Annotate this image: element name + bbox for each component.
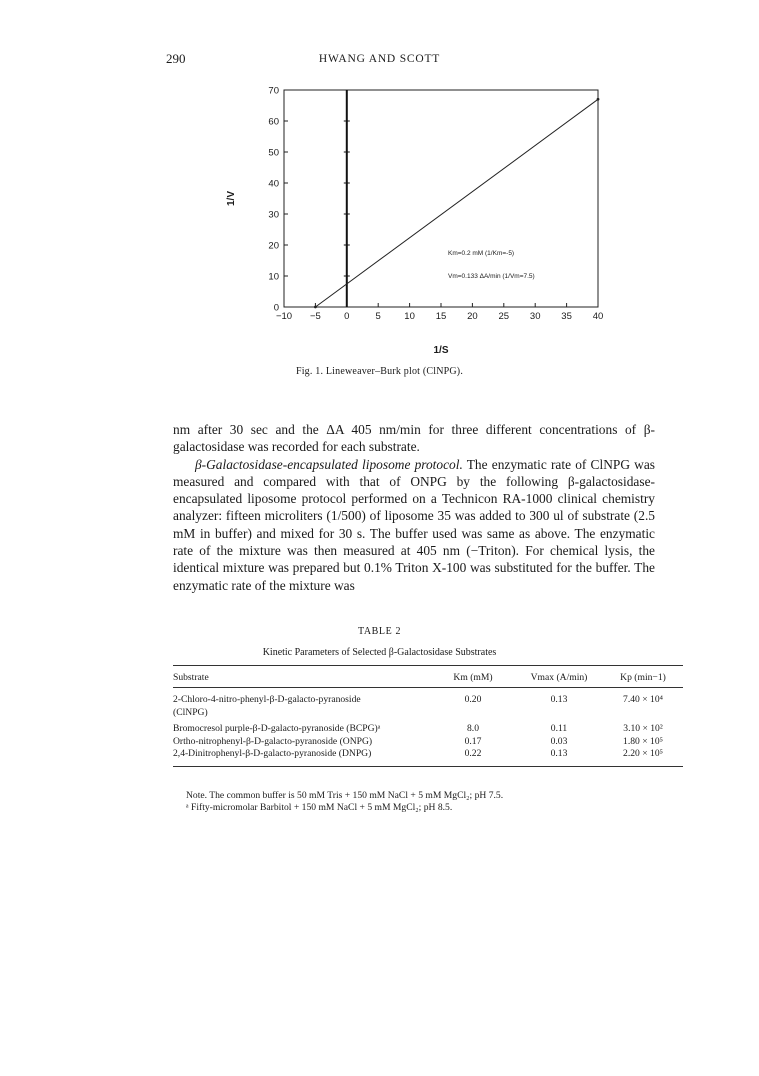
vmax-cell: 0.11: [550, 723, 568, 734]
paragraph-1: nm after 30 sec and the ΔA 405 nm/min for three different concentrations of β-galactosidase was recorded for each substrate.: [173, 422, 655, 455]
header-vmax: Vmax (A/min): [530, 672, 588, 683]
header-substrate: Substrate: [173, 672, 209, 683]
data-point: [314, 306, 317, 309]
km-cell: 0.17: [464, 735, 482, 747]
kp-cell: 3.10 × 10²: [623, 723, 663, 734]
annotation-km: Km=0.2 mM (1/Km=-5): [448, 250, 515, 257]
substrate-name: 2-Chloro-4-nitro-phenyl-β-D-galacto-pyranoside: [173, 694, 361, 705]
y-tick-label: 70: [268, 85, 279, 97]
paragraph-2-heading: β-Galactosidase-encapsulated liposome protocol.: [195, 456, 463, 472]
x-tick-label: −10: [275, 311, 293, 322]
table-row: [173, 736, 683, 749]
data-point: [597, 98, 600, 101]
kp-cell: 2.20 × 10⁵: [603, 748, 683, 766]
table-note: Note. The common buffer is 50 mM Tris + 150 mM NaCl + 5 mM MgCl₂; pH 7.5.: [186, 790, 504, 801]
substrate-cell: 2,4-Dinitrophenyl-β-D-galacto-pyranoside (DNPG): [173, 748, 431, 766]
x-tick-label: 40: [592, 311, 604, 322]
km-cell: 0.22: [431, 748, 515, 766]
y-axis-label: 1/V: [226, 190, 237, 207]
header-km: Km (mM): [453, 672, 493, 683]
x-tick-label: 20: [467, 311, 478, 322]
vmax-cell: 0.03: [550, 735, 568, 747]
table-subtitle: Kinetic Parameters of Selected β-Galactosidase Substrates: [262, 647, 497, 658]
body-text: [173, 421, 655, 594]
annotation-vm: Vm=0.133 ΔA/min (1/Vm=7.5): [448, 273, 535, 280]
km-cell: 0.20: [464, 694, 482, 705]
y-tick-label: 30: [268, 209, 279, 221]
x-axis-label: 1/S: [433, 345, 449, 356]
kinetic-parameters-table: [173, 665, 683, 767]
table-row: [173, 688, 683, 720]
table-row: [173, 719, 683, 736]
paragraph-2: [173, 456, 655, 594]
km-cell: 8.0: [467, 723, 479, 734]
y-tick-label: 20: [268, 240, 279, 252]
table-header-row: [173, 666, 683, 688]
vmax-cell: 0.13: [550, 694, 568, 705]
running-head: HWANG AND SCOTT: [318, 53, 441, 65]
kp-cell: 7.40 × 10⁴: [623, 694, 663, 705]
page-number: 290: [166, 51, 186, 66]
kp-cell: 1.80 × 10⁵: [623, 735, 663, 747]
x-tick-label: 30: [529, 311, 541, 322]
lineweaver-burk-chart: [220, 78, 620, 363]
paragraph-2-text: The enzymatic rate of ClNPG was measured and compared with that of ONPG by the following β-galactosidase-encapsulated liposome protocol performed on a Technicon RA-1000 clinical chemistry analyzer: fifteen microliters (1/500) of liposome 35 was added to 300 ul of substrate (2.5 mM in buffer) and mixed for 30 s. The buffer used was same as above. The enzymatic rate of the mixture was then measured at 405 nm (−Triton). For chemical lysis, the identical mixture was prepared but 0.1% Triton X-100 was substituted for the buffer. The enzymatic rate of the mixture was: [173, 456, 655, 593]
substrate-abbrev: (ClNPG): [173, 706, 208, 718]
y-tick-label: 0: [273, 302, 279, 314]
table-row: [173, 748, 683, 766]
y-tick-label: 50: [268, 147, 279, 159]
header-kp: Kp (min−1): [620, 672, 666, 683]
vmax-cell: 0.13: [515, 748, 603, 766]
y-tick-label: 60: [268, 116, 279, 128]
x-tick-label: 35: [561, 311, 572, 322]
x-tick-label: 0: [344, 311, 350, 322]
substrate-cell: Bromocresol purple-β-D-galacto-pyranoside (BCPG)ᵃ: [173, 723, 381, 734]
plot-frame: [284, 90, 598, 307]
x-tick-label: 5: [375, 311, 381, 322]
substrate-cell: [173, 688, 431, 720]
substrate-cell: Ortho-nitrophenyl-β-D-galacto-pyranoside (ONPG): [173, 735, 373, 747]
figure-caption: Fig. 1. Lineweaver–Burk plot (ClNPG).: [295, 366, 464, 377]
y-tick-label: 10: [268, 271, 279, 283]
table-footnote-a: ᵃ Fifty-micromolar Barbitol + 150 mM NaCl + 5 mM MgCl₂; pH 8.5.: [186, 801, 453, 813]
y-tick-label: 40: [268, 178, 279, 190]
x-tick-label: 25: [498, 311, 510, 322]
x-tick-label: 15: [435, 311, 447, 322]
x-tick-label: −5: [309, 311, 321, 322]
table-notes: [186, 790, 503, 813]
table-title: TABLE 2: [357, 626, 402, 637]
x-tick-label: 10: [404, 311, 415, 322]
